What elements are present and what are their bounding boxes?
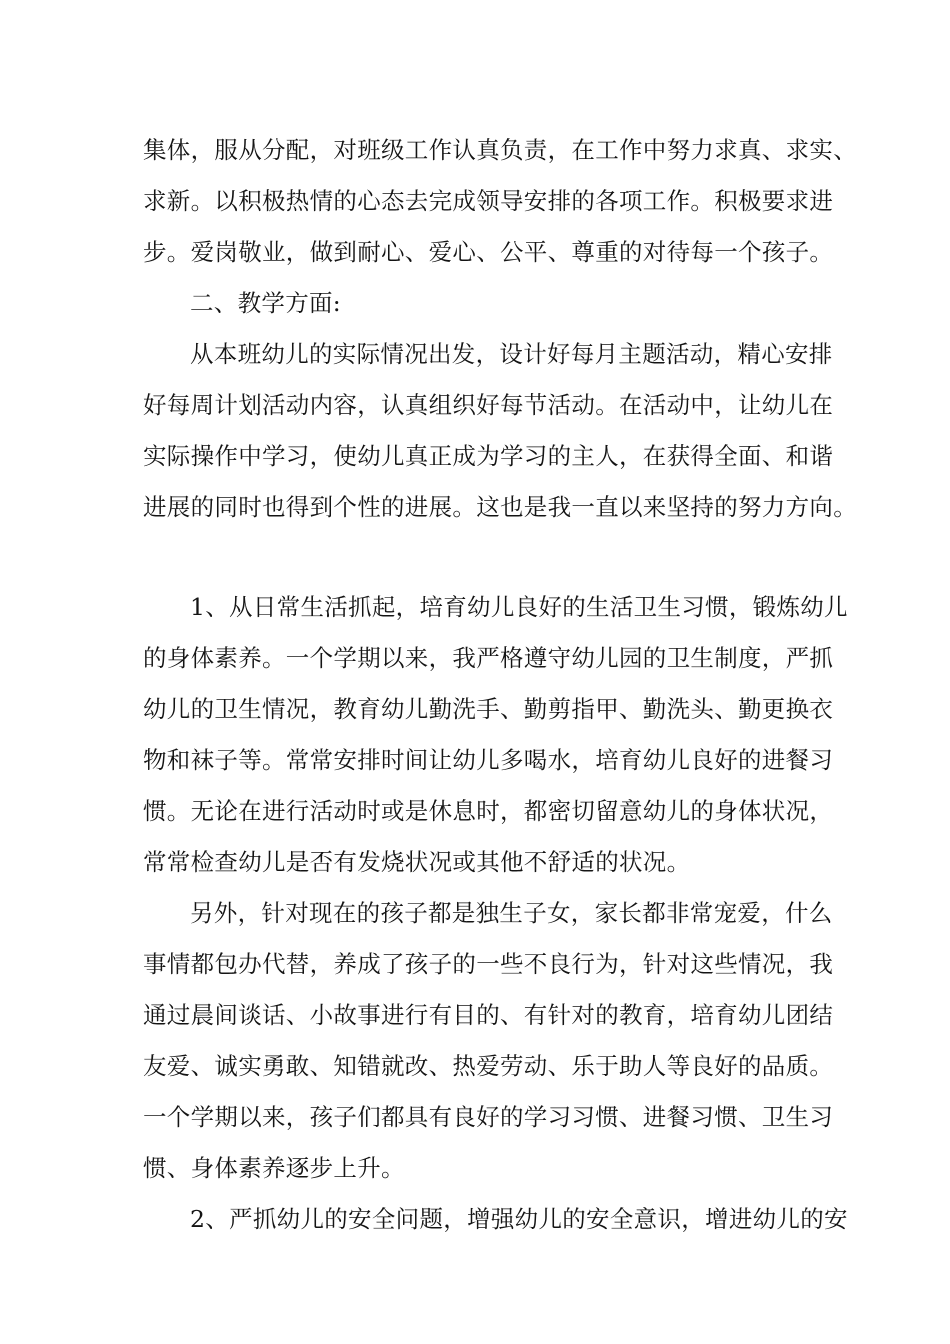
text-line: 步。爱岗敬业，做到耐心、爱心、公平、尊重的对待每一个孩子。 [143, 238, 834, 266]
text-line: 2、严抓幼儿的安全问题，增强幼儿的安全意识，增进幼儿的安 [190, 1205, 848, 1233]
text-line: 求新。以积极热情的心态去完成领导安排的各项工作。积极要求进 [143, 187, 834, 215]
text-line: 1、从日常生活抓起，培育幼儿良好的生活卫生习惯，锻炼幼儿 [190, 593, 848, 621]
text-line: 常常检查幼儿是否有发烧状况或其他不舒适的状况。 [143, 848, 691, 876]
text-line: 一个学期以来，孩子们都具有良好的学习习惯、进餐习惯、卫生习 [143, 1103, 834, 1131]
text-line: 事情都包办代替，养成了孩子的一些不良行为，针对这些情况，我 [143, 950, 834, 978]
text-line: 另外，针对现在的孩子都是独生子女，家长都非常宠爱，什么 [190, 899, 833, 927]
text-line: 集体，服从分配，对班级工作认真负责，在工作中努力求真、求实、 [143, 136, 857, 164]
text-line: 惯、身体素养逐步上升。 [143, 1154, 405, 1182]
text-line: 的身体素养。一个学期以来，我严格遵守幼儿园的卫生制度，严抓 [143, 644, 834, 672]
text-line: 好每周计划活动内容，认真组织好每节活动。在活动中，让幼儿在 [143, 391, 834, 419]
text-line: 惯。无论在进行活动时或是休息时，都密切留意幼儿的身体状况， [143, 797, 834, 825]
text-line: 进展的同时也得到个性的进展。这也是我一直以来坚持的努力方向。 [143, 493, 857, 521]
section-heading: 二、教学方面: [190, 289, 342, 317]
text-line: 实际操作中学习，使幼儿真正成为学习的主人，在获得全面、和谐 [143, 442, 834, 470]
text-line: 幼儿的卫生情况，教育幼儿勤洗手、勤剪指甲、勤洗头、勤更换衣 [143, 695, 834, 723]
text-line: 友爱、诚实勇敢、知错就改、热爱劳动、乐于助人等良好的品质。 [143, 1052, 834, 1080]
text-line: 通过晨间谈话、小故事进行有目的、有针对的教育，培育幼儿团结 [143, 1001, 834, 1029]
text-line: 从本班幼儿的实际情况出发，设计好每月主题活动，精心安排 [190, 340, 833, 368]
text-line: 物和袜子等。常常安排时间让幼儿多喝水，培育幼儿良好的进餐习 [143, 746, 834, 774]
